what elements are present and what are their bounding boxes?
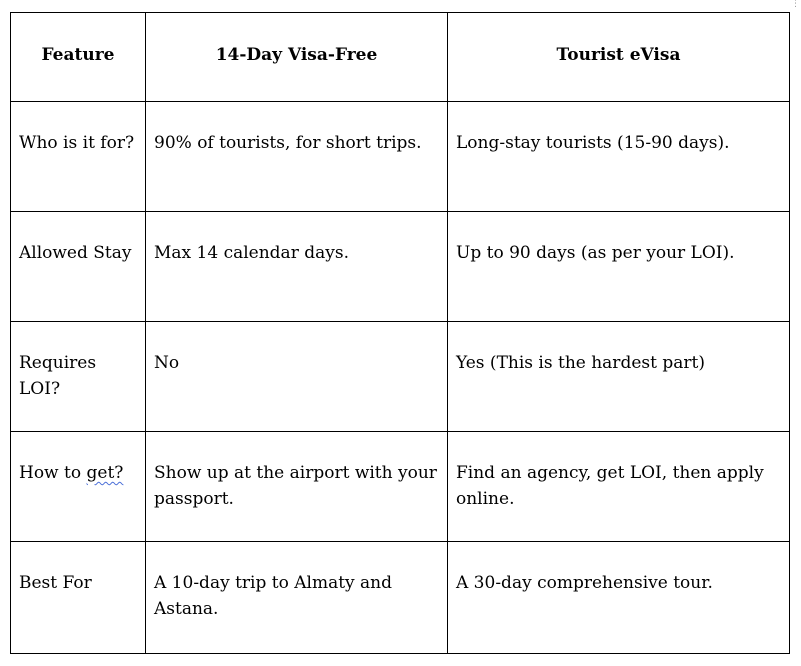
cell-evisa-loi: Yes (This is the hardest part) xyxy=(448,322,790,432)
table-row xyxy=(11,432,790,542)
cell-evisa-best: A 30-day comprehensive tour. xyxy=(448,542,790,654)
table-row xyxy=(11,102,790,212)
row-label-best: Best For xyxy=(11,542,146,654)
header-feature: Feature xyxy=(11,13,146,102)
comparison-table xyxy=(10,12,790,654)
cell-evisa-how: Find an agency, get LOI, then apply online. xyxy=(448,432,790,542)
cell-visa-free-stay: Max 14 calendar days. xyxy=(146,212,448,322)
row-label-how-part1: How to xyxy=(19,463,87,483)
row-label-how xyxy=(11,432,146,542)
header-row xyxy=(11,13,790,102)
spellcheck-marked-word: get? xyxy=(86,463,124,483)
table-row xyxy=(11,542,790,654)
header-visa-free: 14-Day Visa-Free xyxy=(146,13,448,102)
row-label-stay: Allowed Stay xyxy=(11,212,146,322)
cell-visa-free-best: A 10-day trip to Almaty and Astana. xyxy=(146,542,448,654)
cell-visa-free-how: Show up at the airport with your passport. xyxy=(146,432,448,542)
cell-visa-free-who: 90% of tourists, for short trips. xyxy=(146,102,448,212)
cell-visa-free-loi: No xyxy=(146,322,448,432)
header-evisa: Tourist eVisa xyxy=(448,13,790,102)
table-row xyxy=(11,212,790,322)
table-row xyxy=(11,322,790,432)
corner-dots-marker: ⋮ xyxy=(791,0,800,9)
cell-evisa-stay: Up to 90 days (as per your LOI). xyxy=(448,212,790,322)
cell-evisa-who: Long-stay tourists (15-90 days). xyxy=(448,102,790,212)
row-label-who: Who is it for? xyxy=(11,102,146,212)
row-label-loi: Requires LOI? xyxy=(11,322,146,432)
